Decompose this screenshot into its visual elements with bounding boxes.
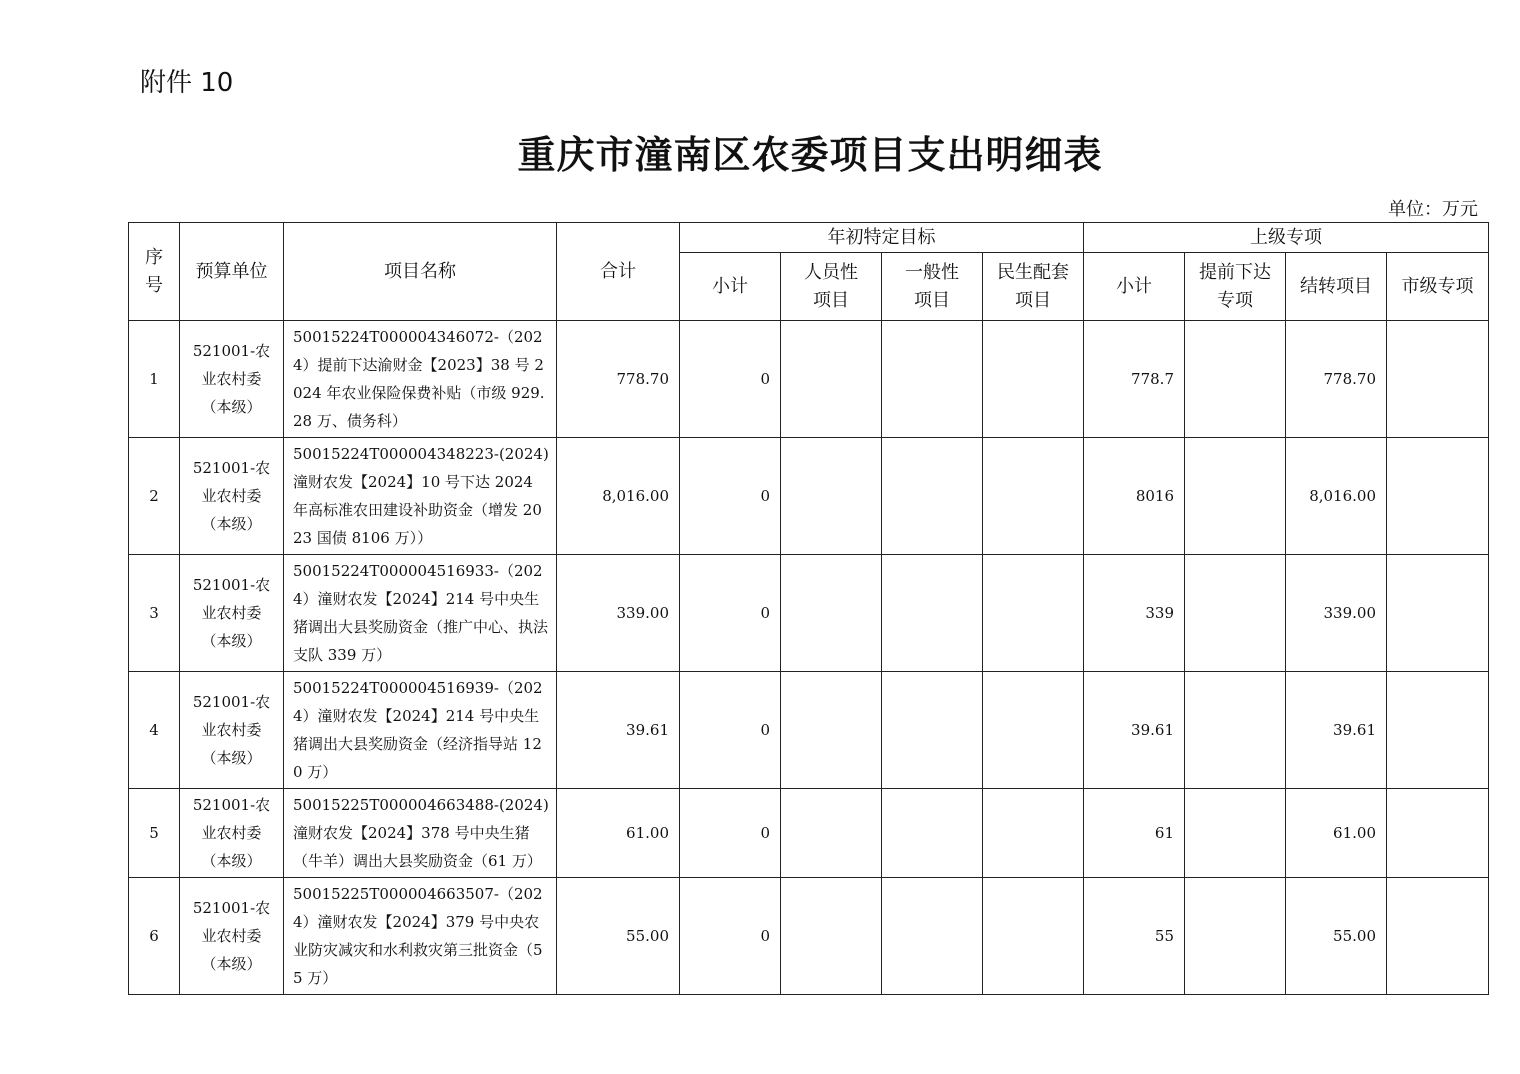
- cell-total: 778.70: [557, 321, 680, 438]
- cell-total: 339.00: [557, 555, 680, 672]
- cell-livelihood: [983, 878, 1084, 995]
- cell-sup-subtotal: 778.7: [1084, 321, 1185, 438]
- cell-advance: [1185, 321, 1286, 438]
- cell-personnel: [781, 672, 882, 789]
- cell-project: 50015224T000004346072-（2024）提前下达渝财金【2023】38 号 2024 年农业保险保费补贴（市级 929.28 万、债务科）: [284, 321, 557, 438]
- cell-total: 55.00: [557, 878, 680, 995]
- cell-seq: 2: [129, 438, 180, 555]
- header-group-initial: 年初特定目标: [680, 223, 1084, 253]
- header-general: 一般性项目: [882, 253, 983, 321]
- cell-carryover: 8,016.00: [1286, 438, 1387, 555]
- cell-project: 50015225T000004663488-(2024)潼财农发【2024】378 号中央生猪（牛羊）调出大县奖励资金（61 万）: [284, 789, 557, 878]
- cell-livelihood: [983, 438, 1084, 555]
- cell-total: 39.61: [557, 672, 680, 789]
- table-row: [129, 672, 1489, 789]
- cell-carryover: 39.61: [1286, 672, 1387, 789]
- table-row: [129, 878, 1489, 995]
- cell-carryover: 778.70: [1286, 321, 1387, 438]
- cell-init-subtotal: 0: [680, 878, 781, 995]
- cell-general: [882, 438, 983, 555]
- attachment-label: 附件 10: [140, 68, 234, 98]
- table-row: [129, 438, 1489, 555]
- cell-personnel: [781, 321, 882, 438]
- cell-personnel: [781, 438, 882, 555]
- cell-general: [882, 789, 983, 878]
- cell-project: 50015224T000004348223-(2024)潼财农发【2024】10 号下达 2024 年高标准农田建设补助资金（增发 2023 国债 8106 万））: [284, 438, 557, 555]
- cell-sup-subtotal: 55: [1084, 878, 1185, 995]
- cell-seq: 6: [129, 878, 180, 995]
- cell-init-subtotal: 0: [680, 438, 781, 555]
- cell-unit: 521001-农业农村委（本级）: [180, 789, 284, 878]
- cell-personnel: [781, 789, 882, 878]
- cell-sup-subtotal: 61: [1084, 789, 1185, 878]
- header-personnel: 人员性项目: [781, 253, 882, 321]
- cell-seq: 5: [129, 789, 180, 878]
- cell-total: 8,016.00: [557, 438, 680, 555]
- cell-livelihood: [983, 555, 1084, 672]
- cell-carryover: 61.00: [1286, 789, 1387, 878]
- header-carryover: 结转项目: [1286, 253, 1387, 321]
- cell-personnel: [781, 878, 882, 995]
- cell-municipal: [1387, 438, 1489, 555]
- cell-sup-subtotal: 339: [1084, 555, 1185, 672]
- table-row: [129, 789, 1489, 878]
- cell-unit: 521001-农业农村委（本级）: [180, 438, 284, 555]
- header-livelihood: 民生配套项目: [983, 253, 1084, 321]
- cell-livelihood: [983, 789, 1084, 878]
- header-municipal: 市级专项: [1387, 253, 1489, 321]
- cell-carryover: 55.00: [1286, 878, 1387, 995]
- cell-sup-subtotal: 39.61: [1084, 672, 1185, 789]
- cell-general: [882, 555, 983, 672]
- cell-carryover: 339.00: [1286, 555, 1387, 672]
- unit-note: 单位：万元: [1388, 199, 1478, 220]
- cell-advance: [1185, 438, 1286, 555]
- cell-municipal: [1387, 321, 1489, 438]
- cell-init-subtotal: 0: [680, 672, 781, 789]
- cell-unit: 521001-农业农村委（本级）: [180, 672, 284, 789]
- cell-livelihood: [983, 321, 1084, 438]
- cell-project: 50015224T000004516933-（2024）潼财农发【2024】214 号中央生猪调出大县奖励资金（推广中心、执法支队 339 万）: [284, 555, 557, 672]
- cell-project: 50015224T000004516939-（2024）潼财农发【2024】214 号中央生猪调出大县奖励资金（经济指导站 120 万）: [284, 672, 557, 789]
- page-title: 重庆市潼南区农委项目支出明细表: [517, 132, 1103, 177]
- header-seq: 序号: [129, 223, 180, 321]
- cell-advance: [1185, 789, 1286, 878]
- cell-unit: 521001-农业农村委（本级）: [180, 878, 284, 995]
- table-row: [129, 555, 1489, 672]
- cell-seq: 4: [129, 672, 180, 789]
- header-sup-subtotal: 小计: [1084, 253, 1185, 321]
- cell-advance: [1185, 878, 1286, 995]
- expenditure-table: [128, 222, 1489, 995]
- header-budget-unit: 预算单位: [180, 223, 284, 321]
- header-advance: 提前下达专项: [1185, 253, 1286, 321]
- table-row: [129, 321, 1489, 438]
- header-init-subtotal: 小计: [680, 253, 781, 321]
- header-total: 合计: [557, 223, 680, 321]
- cell-total: 61.00: [557, 789, 680, 878]
- cell-municipal: [1387, 789, 1489, 878]
- cell-init-subtotal: 0: [680, 555, 781, 672]
- cell-personnel: [781, 555, 882, 672]
- cell-init-subtotal: 0: [680, 321, 781, 438]
- cell-general: [882, 321, 983, 438]
- cell-unit: 521001-农业农村委（本级）: [180, 555, 284, 672]
- header-group-superior: 上级专项: [1084, 223, 1489, 253]
- cell-general: [882, 878, 983, 995]
- cell-municipal: [1387, 555, 1489, 672]
- cell-seq: 3: [129, 555, 180, 672]
- cell-municipal: [1387, 672, 1489, 789]
- cell-project: 50015225T000004663507-（2024）潼财农发【2024】379 号中央农业防灾减灾和水利救灾第三批资金（55 万）: [284, 878, 557, 995]
- cell-init-subtotal: 0: [680, 789, 781, 878]
- cell-advance: [1185, 672, 1286, 789]
- cell-municipal: [1387, 878, 1489, 995]
- cell-advance: [1185, 555, 1286, 672]
- cell-unit: 521001-农业农村委（本级）: [180, 321, 284, 438]
- cell-livelihood: [983, 672, 1084, 789]
- header-project-name: 项目名称: [284, 223, 557, 321]
- cell-general: [882, 672, 983, 789]
- cell-sup-subtotal: 8016: [1084, 438, 1185, 555]
- cell-seq: 1: [129, 321, 180, 438]
